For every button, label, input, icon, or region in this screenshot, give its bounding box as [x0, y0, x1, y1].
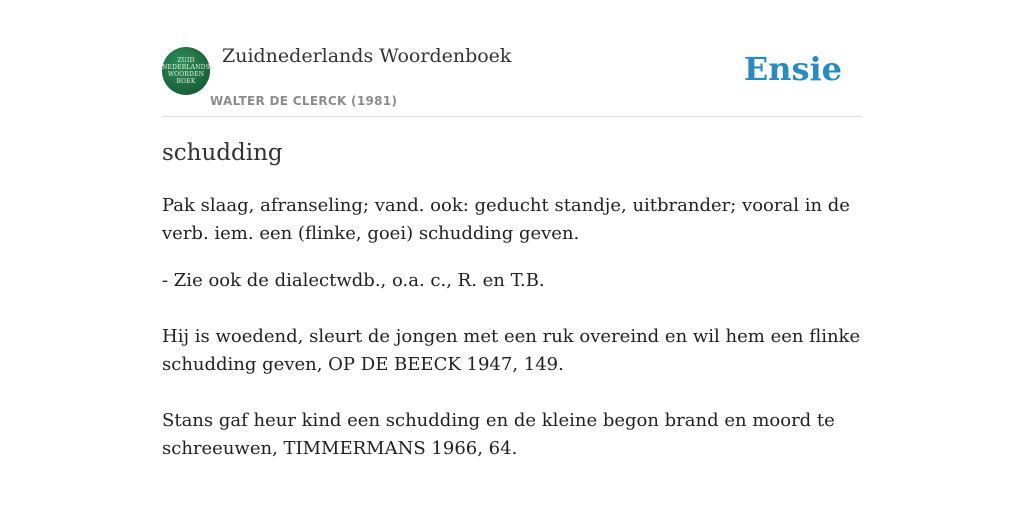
dictionary-header	[162, 0, 862, 117]
logo-line: NEDERLANDS	[162, 64, 210, 71]
logo-line: ZUID	[177, 57, 195, 64]
headword: schudding	[162, 140, 283, 166]
dictionary-author: WALTER DE CLERCK (1981)	[210, 94, 398, 108]
dictionary-logo[interactable]	[162, 47, 210, 95]
quote-text: Stans gaf heur kind een schudding en de kleine begon brand en moord te schreeuwen, TIMMERMANS 1966, 64.	[162, 410, 835, 459]
logo-line: WOORDEN	[167, 71, 205, 78]
page-content	[162, 0, 862, 459]
dictionary-title-link[interactable]: Zuidnederlands Woordenboek	[222, 45, 512, 67]
definition-text: Pak slaag, afranseling; vand. ook: geducht standje, uitbrander; vooral in de verb. iem. een (flinke, goei) schudding geven.	[162, 195, 850, 244]
reference-text: - Zie ook de dialectwdb., o.a. c., R. en T.B.	[162, 270, 545, 291]
logo-line: BOEK	[176, 78, 196, 85]
quote-text: Hij is woedend, sleurt de jongen met een ruk overeind en wil hem een flinke schudding geven, OP DE BEECK 1947, 149.	[162, 326, 861, 375]
ensie-logo-link[interactable]: Ensie	[743, 50, 842, 88]
